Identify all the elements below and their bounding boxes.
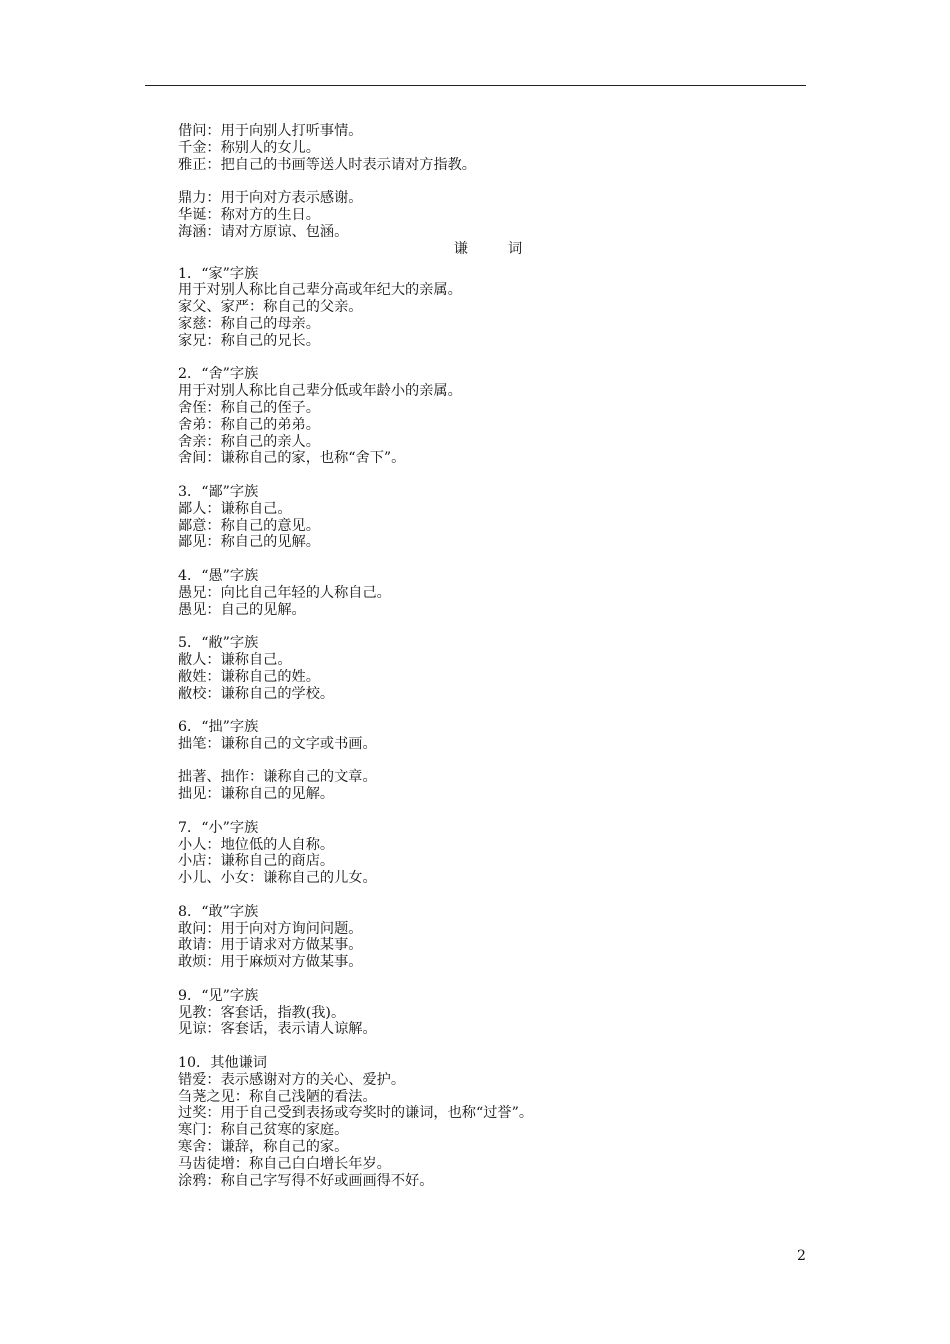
- term-line: 海涵：请对方原谅、包涵。: [178, 223, 349, 240]
- blank-line: [178, 1038, 798, 1055]
- group-heading: 6．“拙”字族: [178, 719, 259, 736]
- term-line: 涂鸦：称自己字写得不好或画画得不好。: [178, 1172, 434, 1189]
- humble-group: [178, 719, 798, 803]
- humble-group: [178, 568, 798, 618]
- term-line: 舍弟：称自己的弟弟。: [178, 416, 320, 433]
- term-line: 家父、家严：称自己的父亲。: [178, 299, 363, 316]
- term-line: 拙笔：谦称自己的文字或书画。: [178, 735, 377, 752]
- term-line: 小儿、小女：谦称自己的儿女。: [178, 870, 377, 887]
- humble-group: [178, 266, 798, 350]
- blank-line: [178, 803, 798, 820]
- humble-group: [178, 904, 798, 971]
- term-line: 过奖：用于自己受到表扬或夸奖时的谦词，也称“过誉”。: [178, 1105, 534, 1122]
- term-line: 敝姓：谦称自己的姓。: [178, 668, 320, 685]
- humble-group: [178, 366, 798, 467]
- humble-group: [178, 988, 798, 1038]
- term-line: 敝校：谦称自己的学校。: [178, 685, 335, 702]
- term-line: 拙著、拙作：谦称自己的文章。: [178, 769, 377, 786]
- term-line: 舍侄：称自己的侄子。: [178, 399, 320, 416]
- term-line: 拙见：谦称自己的见解。: [178, 786, 335, 803]
- term-line: 愚兄：向比自己年轻的人称自己。: [178, 584, 391, 601]
- document-body: [178, 123, 798, 1189]
- term-line: 鼎力：用于向对方表示感谢。: [178, 190, 363, 207]
- term-line: 愚见：自己的见解。: [178, 601, 306, 618]
- term-line: 见教：客套话，指教(我)。: [178, 1004, 346, 1021]
- humble-group: [178, 820, 798, 887]
- blank-line: [178, 753, 798, 770]
- section-title-char-2: 词: [508, 240, 523, 257]
- term-line: 敢烦：用于麻烦对方做某事。: [178, 954, 363, 971]
- group-heading: 1．“家”字族: [178, 265, 259, 282]
- term-line: 华诞：称对方的生日。: [178, 206, 320, 223]
- term-line: 雅正：把自己的书画等送人时表示请对方指教。: [178, 156, 476, 173]
- group-heading: 8．“敢”字族: [178, 903, 259, 920]
- blank-line: [178, 971, 798, 988]
- term-line: 错爱：表示感谢对方的关心、爱护。: [178, 1071, 406, 1088]
- term-line: 鄙意：称自己的意见。: [178, 517, 320, 534]
- group-heading: 9．“见”字族: [178, 987, 259, 1004]
- page-number: 2: [797, 1248, 806, 1264]
- term-line: 用于对别人称比自己辈分高或年纪大的亲属。: [178, 282, 462, 299]
- term-line: 舍间：谦称自己的家，也称“舍下”。: [178, 450, 406, 467]
- term-line: 见谅：客套话，表示请人谅解。: [178, 1021, 377, 1038]
- term-line: 鄙见：称自己的见解。: [178, 534, 320, 551]
- blank-line: [178, 618, 798, 635]
- term-line: 借问：用于向别人打听事情。: [178, 123, 363, 139]
- humble-words-list: [178, 266, 798, 1190]
- group-heading: 3．“鄙”字族: [178, 483, 259, 500]
- blank-line: [178, 173, 798, 190]
- group-heading: 7．“小”字族: [178, 819, 259, 836]
- header-rule: [145, 85, 806, 86]
- term-line: 舍亲：称自己的亲人。: [178, 433, 320, 450]
- group-heading: 2．“舍”字族: [178, 366, 259, 383]
- term-line: 寒舍：谦辞，称自己的家。: [178, 1139, 349, 1156]
- blank-line: [178, 887, 798, 904]
- term-line: 刍荛之见：称自己浅陋的看法。: [178, 1088, 377, 1105]
- term-line: 马齿徒增：称自己白白增长年岁。: [178, 1155, 391, 1172]
- term-line: 用于对别人称比自己辈分低或年龄小的亲属。: [178, 383, 462, 400]
- term-line: 小人：地位低的人自称。: [178, 836, 335, 853]
- blank-line: [178, 467, 798, 484]
- respect-words-list: [178, 123, 798, 241]
- blank-line: [178, 350, 798, 367]
- humble-group: [178, 635, 798, 702]
- section-title-char-1: 谦: [453, 240, 468, 257]
- group-heading: 5．“敝”字族: [178, 635, 259, 652]
- term-line: 小店：谦称自己的商店。: [178, 853, 335, 870]
- blank-line: [178, 551, 798, 568]
- term-line: 寒门：称自己贫寒的家庭。: [178, 1122, 349, 1139]
- blank-line: [178, 702, 798, 719]
- humble-group: [178, 484, 798, 551]
- term-line: 敢请：用于请求对方做某事。: [178, 937, 363, 954]
- group-heading: 10．其他谦词: [178, 1055, 267, 1072]
- group-heading: 4．“愚”字族: [178, 567, 259, 584]
- term-line: 千金：称别人的女儿。: [178, 139, 320, 156]
- term-line: 家兄：称自己的兄长。: [178, 332, 320, 349]
- term-line: 敝人：谦称自己。: [178, 651, 292, 668]
- term-line: 敢问：用于向对方询问问题。: [178, 920, 363, 937]
- humble-group: [178, 1055, 798, 1189]
- term-line: 鄙人：谦称自己。: [178, 500, 292, 517]
- term-line: 家慈：称自己的母亲。: [178, 315, 320, 332]
